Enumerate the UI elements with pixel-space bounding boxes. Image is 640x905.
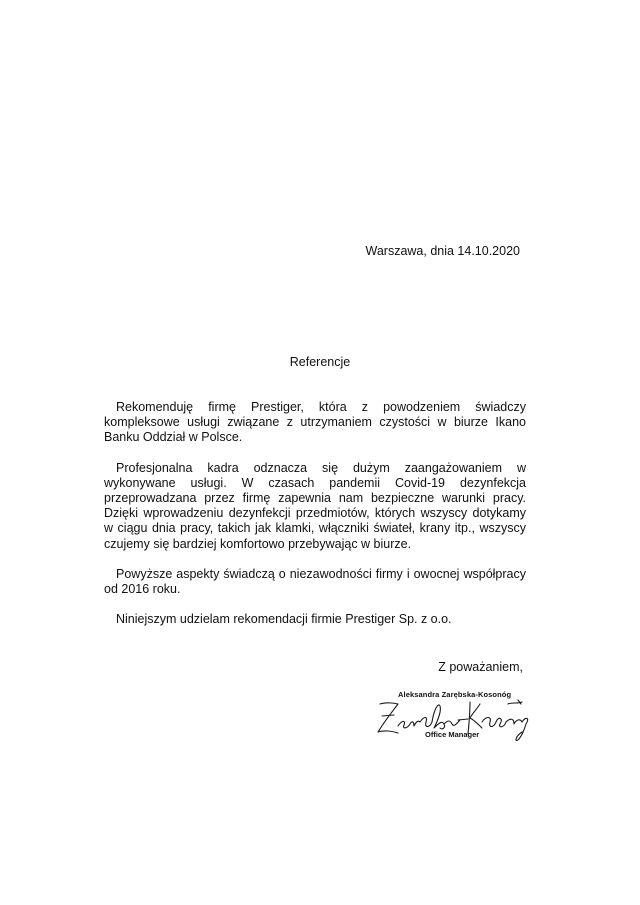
letter-title: Referencje — [289, 355, 351, 369]
paragraph-recommendation: Rekomenduję firmę Prestiger, która z powodzeniem świadczy kompleksowe usługi związane z utrzymaniem czystości w biurze Ikano Banku Oddział w Polsce. — [104, 400, 526, 445]
letter-body — [104, 400, 526, 642]
signatory-role: Office Manager — [425, 730, 480, 739]
place-and-date: Warszawa, dnia 14.10.2020 — [365, 244, 520, 258]
paragraph-conclusion: Niniejszym udzielam rekomendacji firmie Prestiger Sp. z o.o. — [116, 612, 452, 627]
paragraph-staff: Profesjonalna kadra odznacza się dużym zaangażowaniem w wykonywane usługi. W czasach pandemii Covid-19 dezynfekcja przeprowadzana przez firmę zapewnia nam bezpieczne warunki pracy. Dzięki wprowadzeniu dezynfekcji przedmiotów, których wszyscy dotykamy w ciągu dnia pracy, takich jak klamki, włączniki świateł, krany itp., wszyscy czujemy się bardziej komfortowo przebywając w biurze. — [104, 460, 526, 551]
closing-salutation: Z poważaniem, — [438, 660, 523, 674]
signatory-name: Aleksandra Zarębska-Kosonóg — [398, 690, 512, 699]
paragraph-cooperation: Powyższe aspekty świadczą o niezawodności firmy i owocnej współpracy od 2016 roku. — [104, 566, 526, 597]
